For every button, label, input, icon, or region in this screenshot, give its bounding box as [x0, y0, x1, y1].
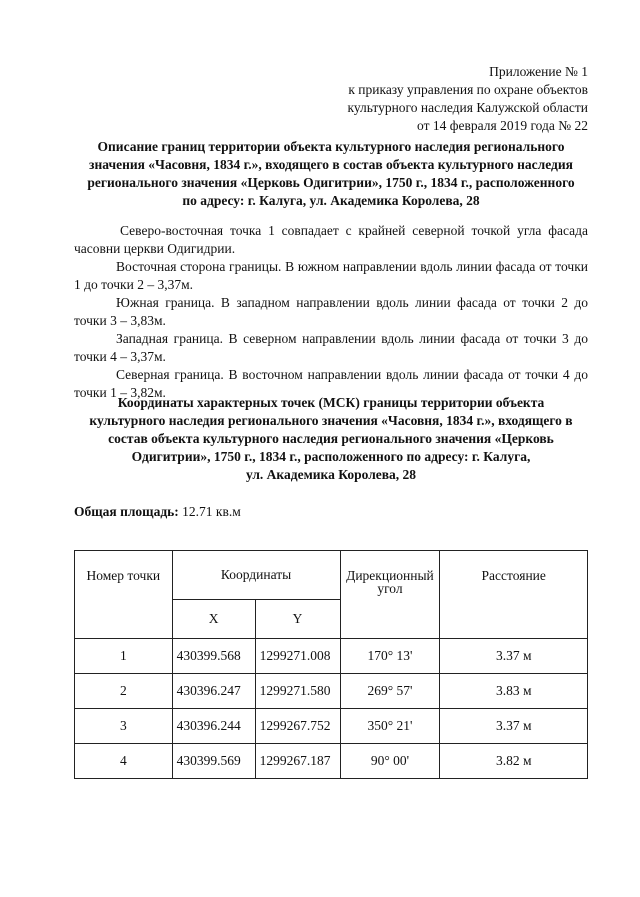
- boundary-description-title: [74, 138, 588, 210]
- description-paragraph-3: Южная граница. В западном направлении вдоль линии фасада от точки 2 до точки 3 – 3,83м.: [74, 295, 588, 328]
- cell-y: 1299267.187: [255, 744, 340, 779]
- table-row: [75, 674, 588, 709]
- appendix-line-1: Приложение № 1: [489, 64, 588, 79]
- coordinates-table: [74, 550, 588, 779]
- title2-line-5: ул. Академика Королева, 28: [245, 467, 417, 482]
- title2-line-3: состав объекта культурного наследия регионального значения «Церковь: [108, 431, 554, 446]
- header-x: X: [172, 600, 255, 639]
- appendix-line-4: от 14 февраля 2019 года № 22: [417, 118, 588, 133]
- title1-line-3: регионального значения «Церковь Одигитрии», 1750 г., 1834 г., расположенного: [87, 175, 575, 190]
- cell-angle: 90° 00': [340, 744, 440, 779]
- total-area: [74, 503, 241, 521]
- cell-distance: 3.82 м: [440, 744, 588, 779]
- cell-y: 1299271.008: [255, 639, 340, 674]
- header-distance: Расстояние: [440, 551, 588, 639]
- cell-x: 430396.244: [172, 709, 255, 744]
- cell-y: 1299271.580: [255, 674, 340, 709]
- table-row: [75, 709, 588, 744]
- total-area-label: Общая площадь:: [74, 504, 179, 519]
- cell-y: 1299267.752: [255, 709, 340, 744]
- cell-x: 430399.569: [172, 744, 255, 779]
- cell-x: 430396.247: [172, 674, 255, 709]
- cell-point: 2: [75, 674, 173, 709]
- description-paragraph-5: Северная граница. В восточном направлении вдоль линии фасада от точки 4 до точки 1 – 3,82м.: [74, 367, 588, 400]
- title2-line-2: культурного наследия регионального значения «Часовня, 1834 г.», входящего в: [89, 413, 573, 428]
- appendix-line-2: к приказу управления по охране объектов: [348, 82, 588, 97]
- cell-distance: 3.37 м: [440, 709, 588, 744]
- description-paragraph-4: Западная граница. В северном направлении вдоль линии фасада от точки 3 до точки 4 – 3,37м.: [74, 331, 588, 364]
- header-y: Y: [255, 600, 340, 639]
- title2-line-4: Одигитрии», 1750 г., 1834 г., расположенного по адресу: г. Калуга,: [131, 449, 531, 464]
- cell-point: 1: [75, 639, 173, 674]
- total-area-value: 12.71 кв.м: [182, 504, 241, 519]
- appendix-header: [288, 63, 588, 135]
- table-row: [75, 744, 588, 779]
- appendix-line-3: культурного наследия Калужской области: [347, 100, 588, 115]
- description-paragraph-1: Северо-восточная точка 1 совпадает с крайней северной точкой угла фасада часовни церкви Одигидрии.: [74, 223, 588, 256]
- coordinates-title: [74, 394, 588, 484]
- cell-x: 430399.568: [172, 639, 255, 674]
- cell-angle: 350° 21': [340, 709, 440, 744]
- cell-point: 4: [75, 744, 173, 779]
- description-paragraph-2: Восточная сторона границы. В южном направлении вдоль линии фасада от точки 1 до точки 2 – 3,37м.: [74, 259, 588, 292]
- cell-point: 3: [75, 709, 173, 744]
- header-angle: Дирекционный угол: [340, 551, 440, 639]
- cell-angle: 170° 13': [340, 639, 440, 674]
- cell-distance: 3.83 м: [440, 674, 588, 709]
- cell-angle: 269° 57': [340, 674, 440, 709]
- title1-line-1: Описание границ территории объекта культурного наследия регионального: [97, 139, 565, 154]
- table-row: [75, 639, 588, 674]
- header-point: Номер точки: [75, 551, 173, 639]
- title2-line-1: Координаты характерных точек (МСК) границы территории объекта: [117, 395, 545, 410]
- cell-distance: 3.37 м: [440, 639, 588, 674]
- table-header-row: [75, 551, 588, 600]
- title1-line-2: значения «Часовня, 1834 г.», входящего в состав объекта культурного наследия: [89, 157, 573, 172]
- header-coords: Координаты: [172, 551, 340, 600]
- boundary-description: [74, 222, 588, 402]
- title1-line-4: по адресу: г. Калуга, ул. Академика Королева, 28: [182, 193, 480, 208]
